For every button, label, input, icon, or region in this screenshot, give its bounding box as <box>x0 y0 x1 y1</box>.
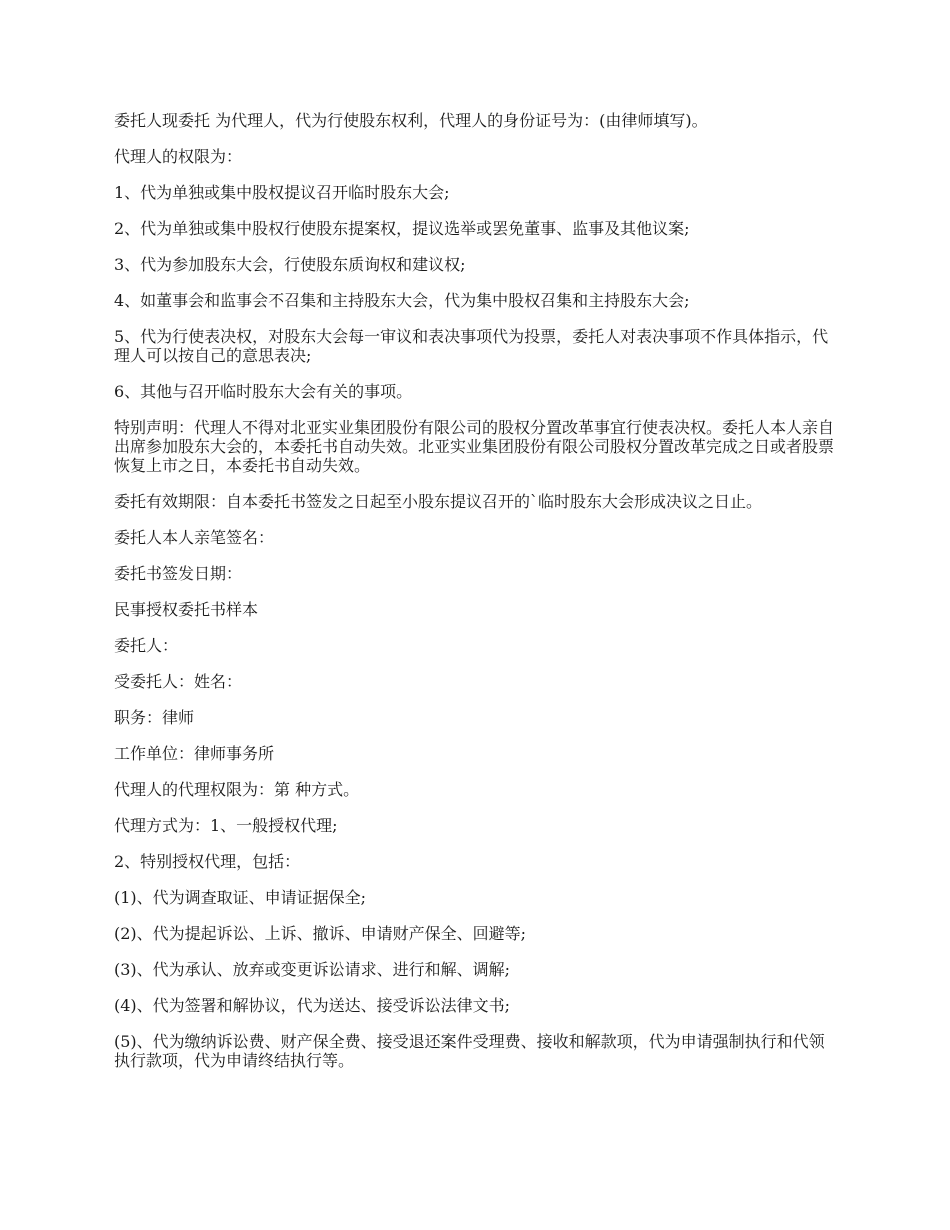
field-agency-scope: 代理人的代理权限为：第 种方式。 <box>114 780 360 799</box>
field-agent-name: 受委托人：姓名： <box>114 672 243 691</box>
field-principal: 委托人： <box>114 636 179 655</box>
list-item: (5)、代为缴纳诉讼费、财产保全费、接受退还案件受理费、接收和解款项，代为申请强制执行和代领执行款项，代为申请终结执行等。 <box>114 1032 825 1070</box>
list-item: (2)、代为提起诉讼、上诉、撤诉、申请财产保全、回避等; <box>114 924 527 943</box>
list-item: 4、如董事会和监事会不召集和主持股东大会，代为集中股权召集和主持股东大会; <box>114 291 690 310</box>
field-principal-signature: 委托人本人亲笔签名： <box>114 528 275 547</box>
list-item: 2、特别授权代理，包括： <box>114 852 301 871</box>
list-item: (4)、代为签署和解协议，代为送达、接受诉讼法律文书; <box>114 996 511 1015</box>
paragraph-authority-heading: 代理人的权限为： <box>114 147 243 166</box>
field-issue-date: 委托书签发日期： <box>114 564 243 583</box>
list-item: 代理方式为：1、一般授权代理; <box>114 816 338 835</box>
field-agent-position: 职务：律师 <box>114 708 195 727</box>
list-item: 6、其他与召开临时股东大会有关的事项。 <box>114 382 413 401</box>
paragraph-special-statement: 特别声明：代理人不得对北亚实业集团股份有限公司的股权分置改革事宜行使表决权。委托人本人亲自出席参加股东大会的，本委托书自动失效。北亚实业集团股份有限公司股权分置改革完成之日或者股票恢复上市之日，本委托书自动失效。 <box>114 418 835 475</box>
document-body <box>114 111 840 1087</box>
list-item: (3)、代为承认、放弃或变更诉讼请求、进行和解、调解; <box>114 960 511 979</box>
list-item: 5、代为行使表决权，对股东大会每一审议和表决事项代为投票，委托人对表决事项不作具体指示，代理人可以按自己的意思表决; <box>114 327 829 365</box>
field-agent-employer: 工作单位：律师事务所 <box>114 744 275 763</box>
list-item: (1)、代为调查取证、申请证据保全; <box>114 888 367 907</box>
section-title: 民事授权委托书样本 <box>114 600 259 619</box>
list-item: 1、代为单独或集中股权提议召开临时股东大会; <box>114 183 450 202</box>
paragraph-appointment: 委托人现委托 为代理人，代为行使股东权利，代理人的身份证号为：(由律师填写)。 <box>114 111 708 130</box>
list-item: 3、代为参加股东大会，行使股东质询权和建议权; <box>114 255 466 274</box>
list-item: 2、代为单独或集中股权行使股东提案权，提议选举或罢免董事、监事及其他议案; <box>114 219 690 238</box>
paragraph-validity-period: 委托有效期限：自本委托书签发之日起至小股东提议召开的`临时股东大会形成决议之日止。 <box>114 492 763 511</box>
